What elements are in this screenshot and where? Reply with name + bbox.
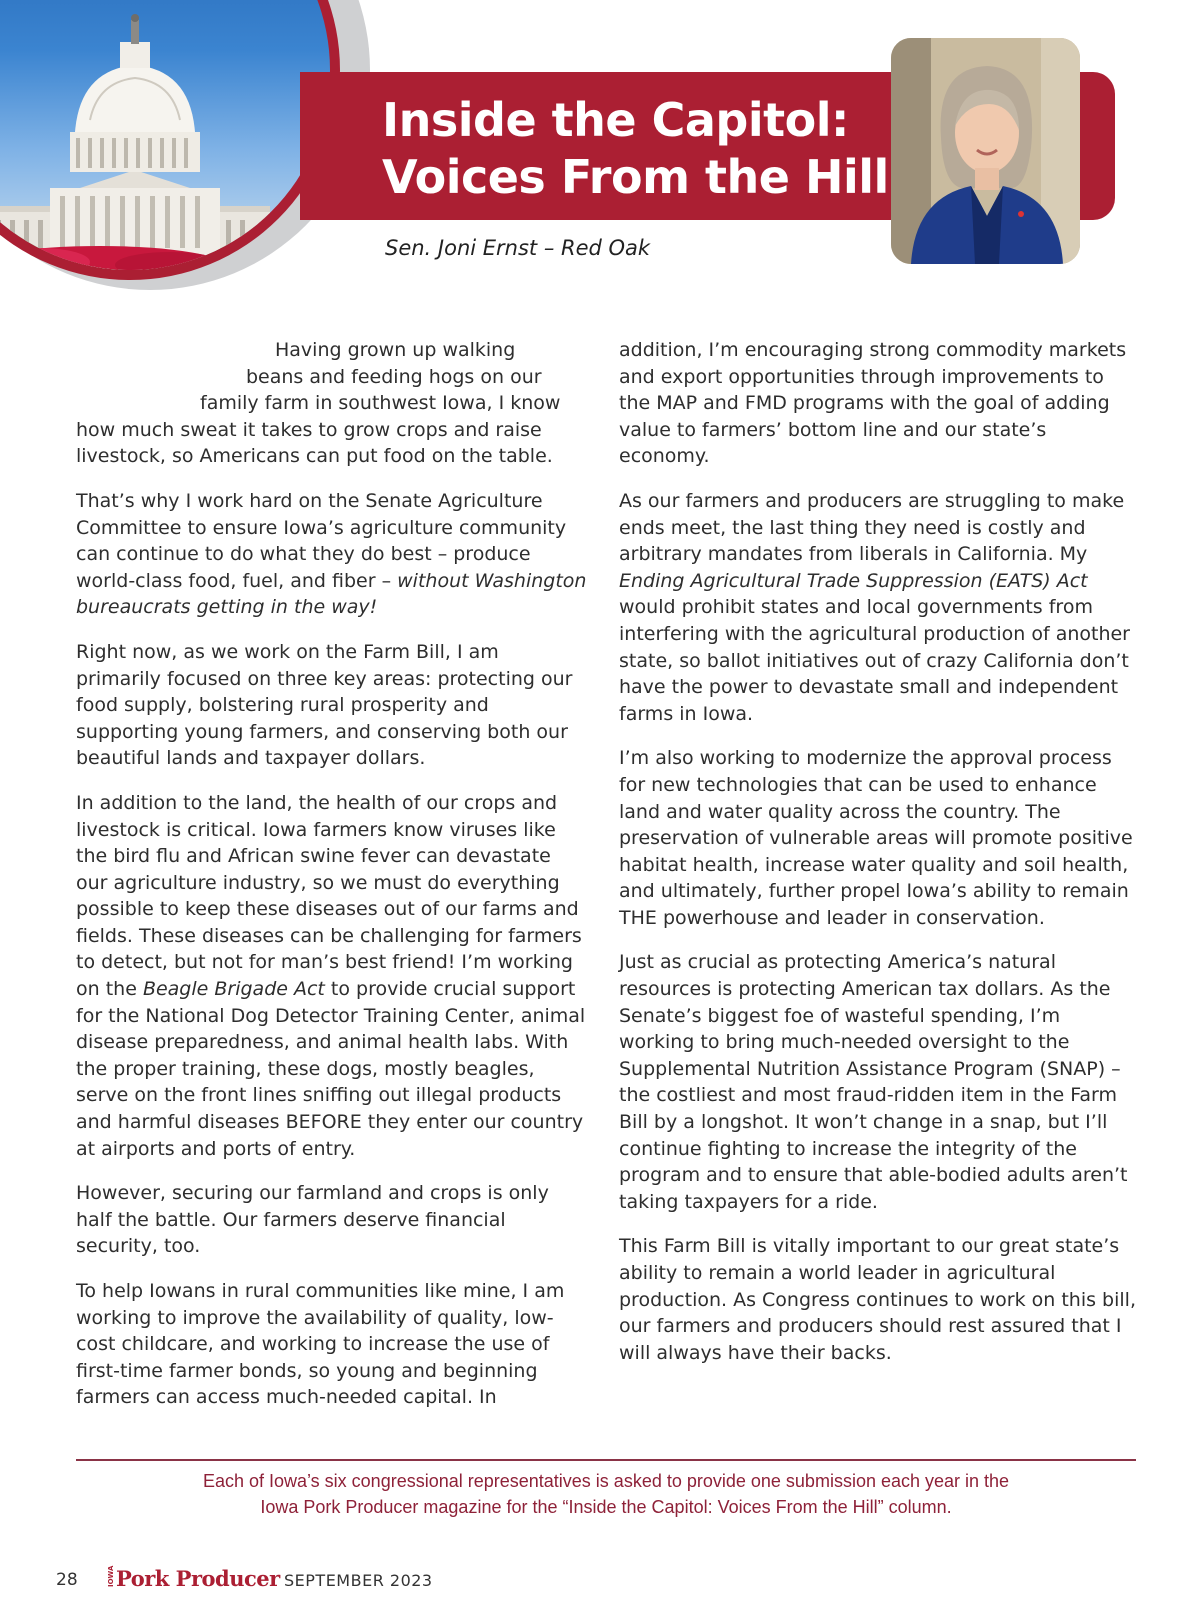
senator-portrait-icon [891, 38, 1080, 264]
article-paragraph: To help Iowans in rural communities like mine, I am working to improve the availability of quality, low-cost childcare, and working to increase the use of first-time farmer bonds, so young and beginning farmers can access much-needed capital. In [76, 1280, 565, 1409]
logo-state-label: IOWA [107, 1565, 115, 1587]
paragraph-emphasis: without Washington bureaucrats getting in the way! [76, 569, 587, 619]
article-paragraph [619, 488, 1139, 727]
footnote-divider [76, 1459, 1136, 1461]
article-column-right [619, 337, 1139, 1384]
logo-wordmark: Pork Producer [116, 1566, 280, 1591]
page-number: 28 [56, 1570, 78, 1590]
article-paragraph: Just as crucial as protecting America’s natural resources is protecting American tax dollars. As the Senate’s biggest foe of wasteful spending, I’m working to bring much-needed oversight to the Supplemental Nutrition Assistance Program (SNAP) – the costliest and most fraud-ridden item in the Farm Bill by a longshot. It won’t change in a snap, but I’ll continue fighting to increase the integrity of the program and to ensure that able-bodied adults aren’t taking taxpayers for a ride. [619, 951, 1128, 1213]
author-byline: Sen. Joni Ernst – Red Oak [385, 236, 651, 260]
paragraph-text: to provide crucial support for the National Dog Detector Training Center, animal disease preparedness, and animal health labs. With the proper training, these dogs, mostly beagles, serve on the front lines sniffing out illegal products and harmful diseases BEFORE they enter our country at airports and ports of entry. [76, 978, 586, 1160]
article-paragraph: I’m also working to modernize the approval process for new technologies that can be used to enhance land and water quality across the country. The preservation of vulnerable areas will promote positive habitat health, increase water quality and soil health, and ultimately, further propel Iowa’s ability to remain THE powerhouse and leader in conservation. [619, 747, 1133, 929]
intro-rest: how much sweat it takes to grow crops and raise livestock, so Americans can put food on the table. [76, 418, 553, 468]
act-name: Beagle Brigade Act [142, 978, 325, 1001]
page-title [382, 92, 889, 206]
article-paragraph [76, 790, 588, 1162]
column-footnote [76, 1468, 1136, 1520]
article-column-left [76, 337, 588, 1429]
paragraph-text: In addition to the land, the health of our crops and livestock is critical. Iowa farmers know viruses like the bird flu and African swine fever can devastate our agriculture industry, so we must do everything possible to keep these diseases out of our farms and fields. These diseases can be challenging for farmers to detect, but not for man’s best friend! I’m working on the [76, 791, 582, 1001]
article-paragraph [76, 337, 588, 470]
paragraph-text: As our farmers and producers are struggling to make ends meet, the last thing they need is costly and arbitrary mandates from liberals in California. My [619, 489, 1125, 566]
senator-portrait [891, 38, 1080, 264]
issue-date: SEPTEMBER 2023 [284, 1571, 433, 1590]
article-paragraph: Right now, as we work on the Farm Bill, I am primarily focused on three key areas: protecting our food supply, bolstering rural prosperity and supporting young farmers, and conserving both our beautiful lands and taxpayer dollars. [76, 640, 573, 770]
article-paragraph: However, securing our farmland and crops is only half the battle. Our farmers deserve financial security, too. [76, 1182, 549, 1258]
article-paragraph [76, 488, 588, 621]
intro-line-3: family farm in southwest Iowa, I know [200, 392, 561, 415]
intro-line-2: beans and feeding hogs on our [246, 365, 542, 388]
paragraph-text: That’s why I work hard on the Senate Agriculture Committee to ensure Iowa’s agriculture community can continue to do what they do best – produce world-class food, fuel, and fiber – [76, 489, 567, 592]
footnote-line-1: Each of Iowa’s six congressional representatives is asked to provide one submission each year in the [202, 1471, 1010, 1491]
article-paragraph: This Farm Bill is vitally important to our great state’s ability to remain a world leader in agricultural production. As Congress continues to work on this bill, our farmers and producers should rest assured that I will always have their backs. [619, 1235, 1136, 1364]
footnote-line-2: Iowa Pork Producer magazine for the “Inside the Capitol: Voices From the Hill” column. [260, 1497, 952, 1517]
title-line-2: Voices From the Hill [382, 150, 889, 204]
article-paragraph: addition, I’m encouraging strong commodity markets and export opportunities through improvements to the MAP and FMD programs with the goal of adding value to farmers’ bottom line and our state’s economy. [619, 339, 1127, 468]
act-name: Ending Agricultural Trade Suppression (EATS) Act [619, 569, 1088, 592]
intro-line-1: Having grown up walking [275, 339, 516, 361]
paragraph-text: would prohibit states and local governments from interfering with the agricultural production of another state, so ballot initiatives out of crazy California don’t have the power to devastate small and independent farms in Iowa. [619, 596, 1130, 725]
title-line-1: Inside the Capitol: [382, 93, 849, 147]
magazine-logo [106, 1566, 280, 1591]
